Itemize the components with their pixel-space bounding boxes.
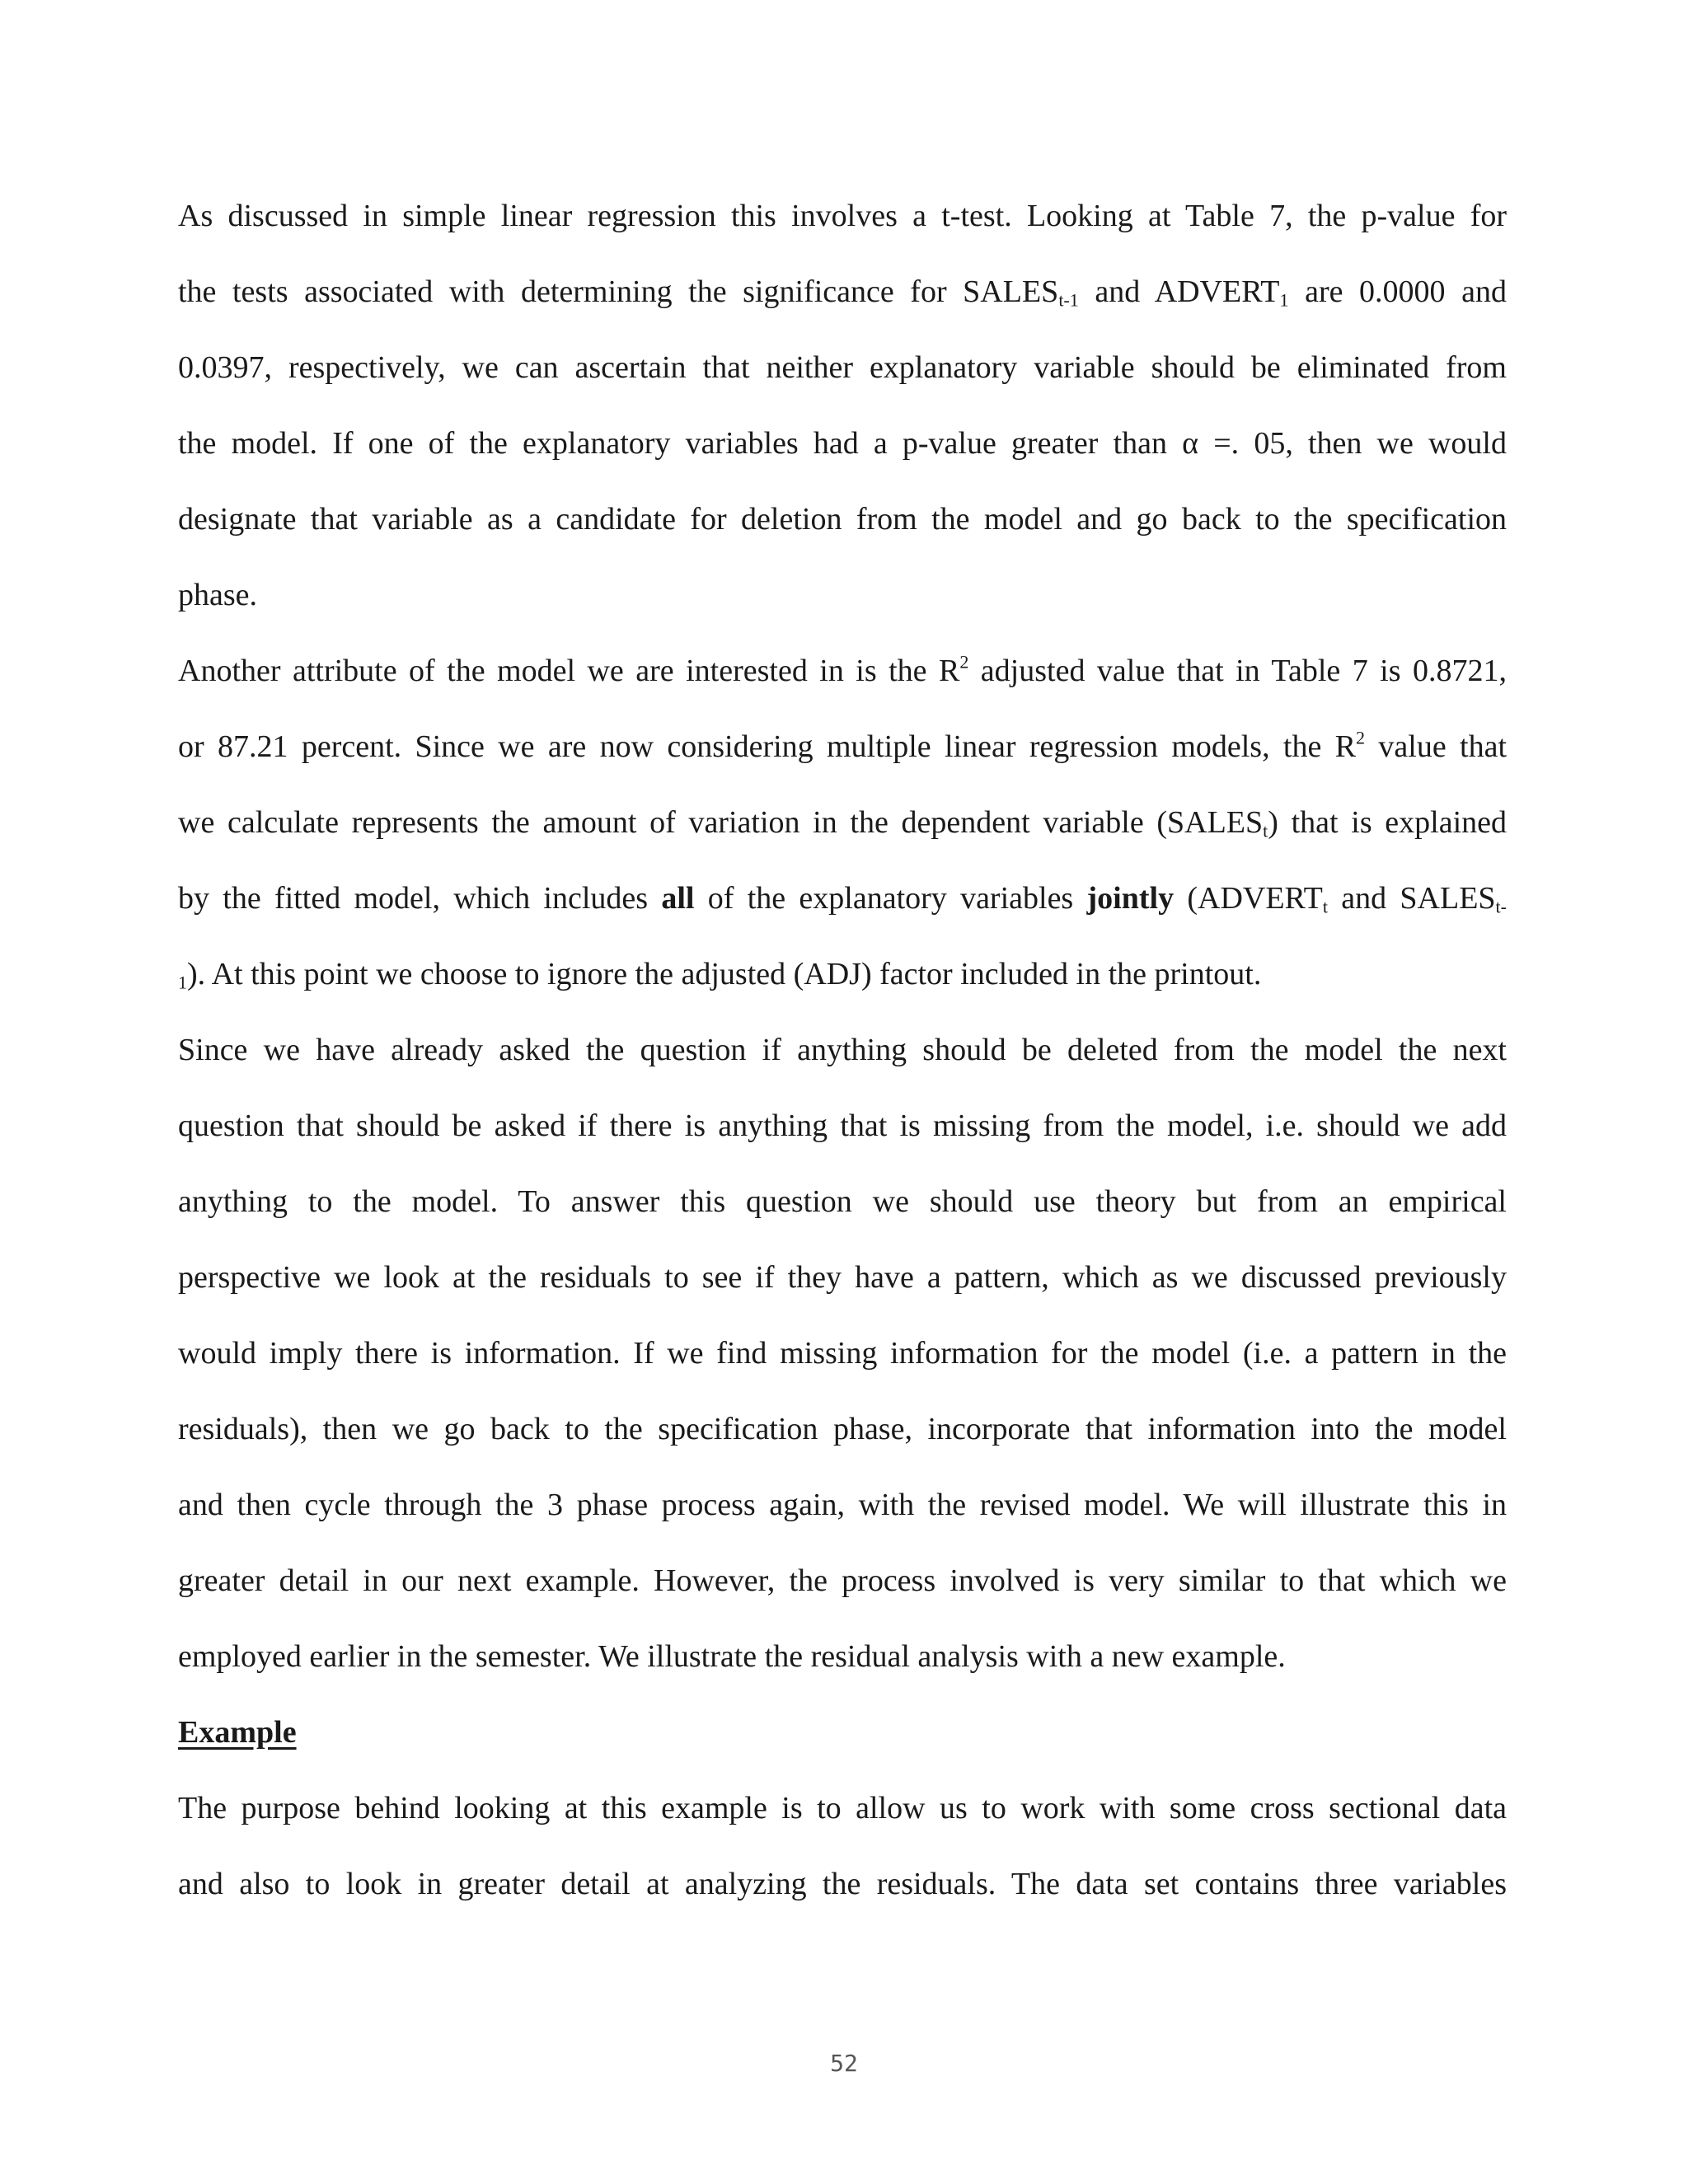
text-span: adjusted value that in Table 7 is 0.8721, [968,654,1507,688]
superscript: 2 [959,651,969,673]
page-number: 52 [830,2050,858,2077]
para1-line4: the model. If one of the explanatory variables had a p-value greater than α =. 05, then we would [178,426,1507,461]
bold-text: all [661,881,695,916]
para1-line2 [178,267,1507,316]
subscript: t-1 [1058,289,1079,311]
para2-line3 [178,798,1507,847]
para1-line3: 0.0397, respectively, we can ascertain that neither explanatory variable should be eliminated from [178,350,1507,385]
para3-line1: Since we have already asked the question if anything should be deleted from the model the next [178,1033,1507,1067]
para2-line1 [178,646,1507,696]
para2-line5 [178,949,1507,999]
para1-line1: As discussed in simple linear regression this involves a t-test. Looking at Table 7, the p-value for [178,199,1507,233]
subscript: t- [1495,896,1507,917]
para3-line6: residuals), then we go back to the specification phase, incorporate that information into the model [178,1412,1507,1446]
bold-text: jointly [1086,881,1175,916]
section-heading: Example [178,1715,297,1750]
para3-line4: perspective we look at the residuals to see if they have a pattern, which as we discussed previously [178,1260,1507,1295]
text-span: Another attribute of the model we are interested in is the R [178,654,960,688]
para3-line8: greater detail in our next example. However, the process involved is very similar to that which we [178,1563,1507,1598]
text-span: value that [1365,729,1507,764]
para1-line6: phase. [178,578,258,612]
text-span: ) that is explained [1268,805,1507,840]
subscript: 1 [1279,289,1289,311]
subscript: t [1263,820,1268,841]
superscript: 2 [1356,727,1366,748]
para3-line9: employed earlier in the semester. We illustrate the residual analysis with a new example. [178,1639,1286,1674]
para3-line7: and then cycle through the 3 phase process again, with the revised model. We will illustrate this in [178,1488,1507,1522]
para3-line5: would imply there is information. If we find missing information for the model (i.e. a pattern in the [178,1336,1507,1371]
text-span: we calculate represents the amount of variation in the dependent variable (SALES [178,805,1264,840]
subscript: 1 [178,972,188,993]
text-span: by the fitted model, which includes [178,881,662,916]
text-span: and ADVERT [1078,274,1280,309]
text-span: of the explanatory variables [694,881,1087,916]
para3-line3: anything to the model. To answer this question we should use theory but from an empirical [178,1184,1507,1219]
para4-line2: and also to look in greater detail at analyzing the residuals. The data set contains three variables [178,1867,1507,1901]
text-span: (ADVERT [1174,881,1323,916]
text-span: and SALES [1327,881,1496,916]
para4-line1: The purpose behind looking at this example is to allow us to work with some cross sectional data [178,1791,1507,1825]
para1-line5: designate that variable as a candidate for deletion from the model and go back to the specification [178,502,1507,537]
text-span: are 0.0000 and [1288,274,1507,309]
para2-line4 [178,874,1507,923]
para3-line2: question that should be asked if there is anything that is missing from the model, i.e. should we add [178,1108,1507,1143]
text-span: the tests associated with determining the significance for SALES [178,274,1059,309]
text-span: ). At this point we choose to ignore the adjusted (ADJ) factor included in the printout. [187,957,1262,991]
para2-line2 [178,722,1507,771]
text-span: or 87.21 percent. Since we are now considering multiple linear regression models, the R [178,729,1357,764]
subscript: t [1322,896,1328,917]
